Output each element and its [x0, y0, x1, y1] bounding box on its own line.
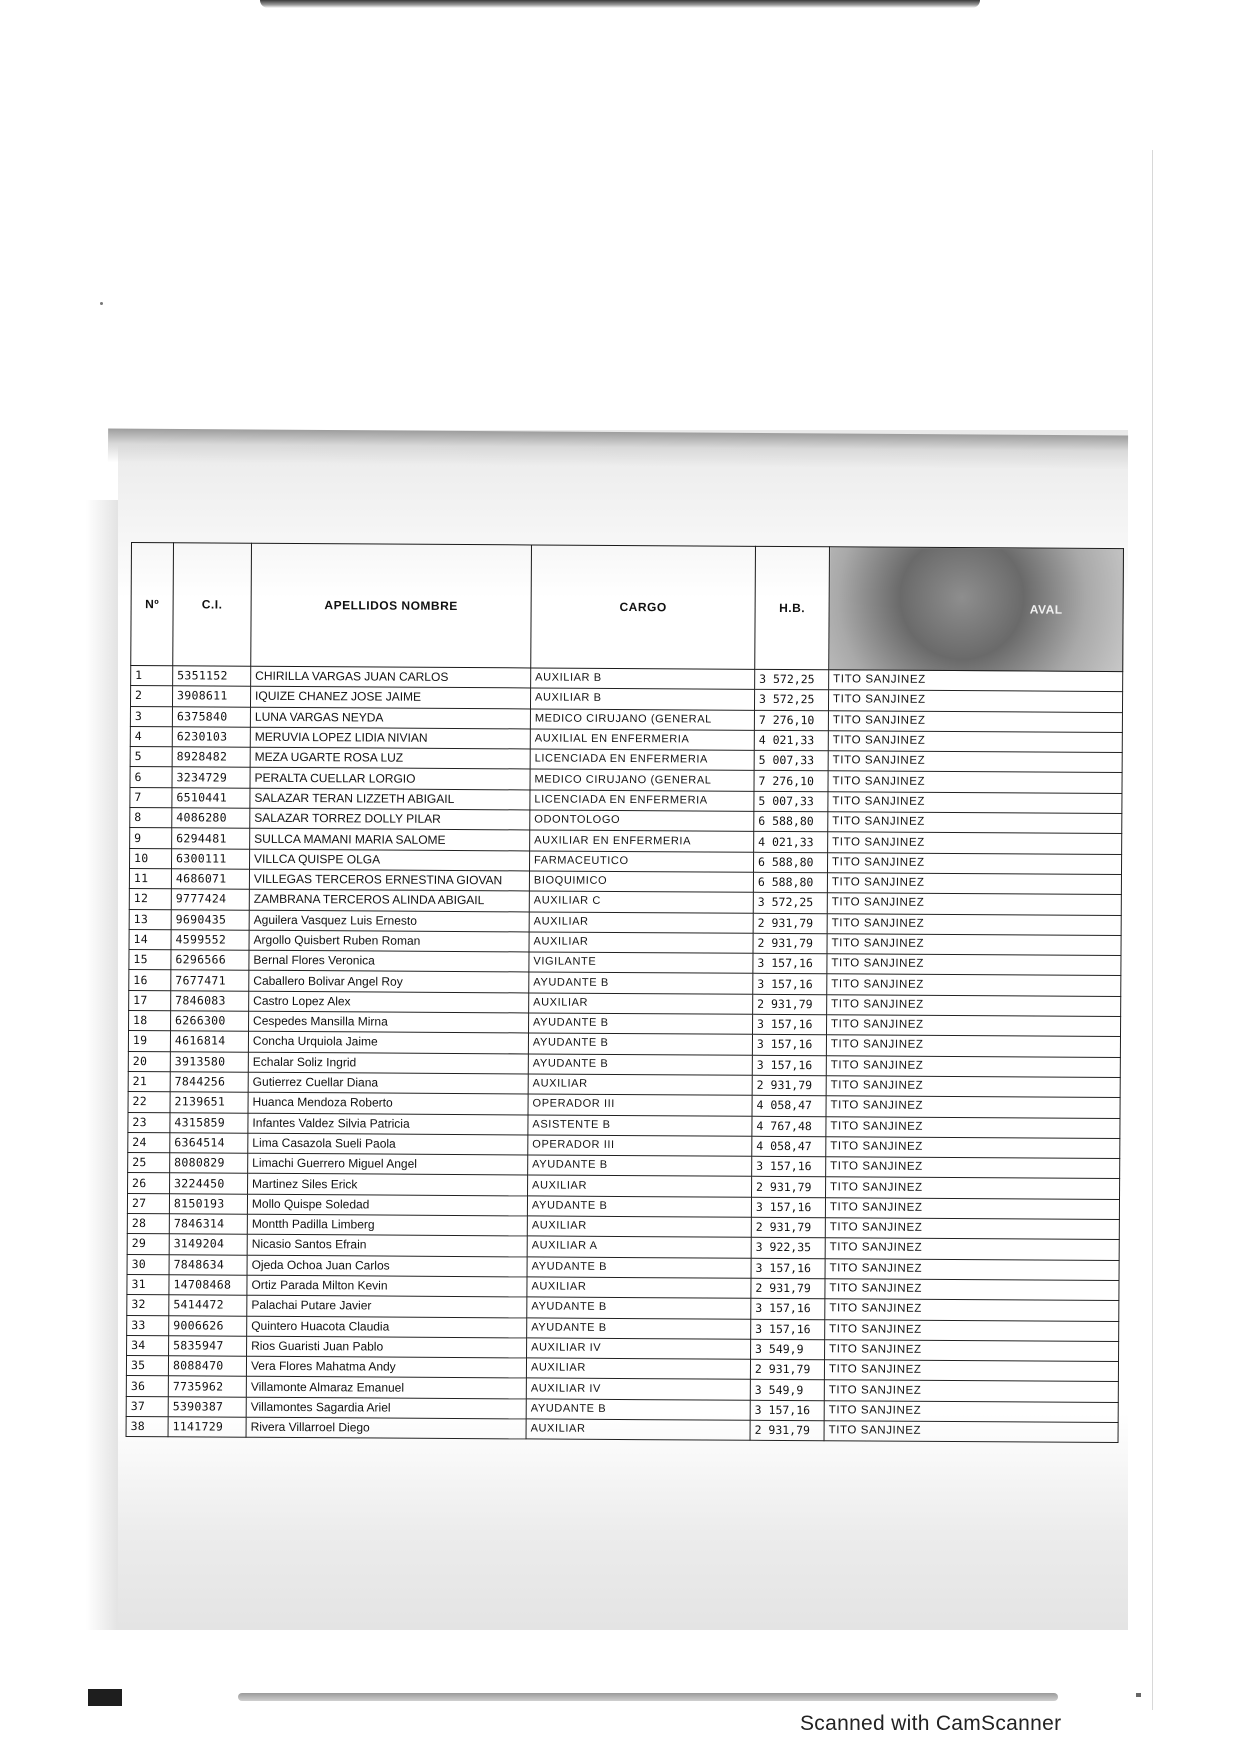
cell-cargo: AUXILIAR — [529, 932, 753, 954]
cell-number: 24 — [128, 1132, 170, 1153]
cell-name: Castro Lopez Alex — [249, 991, 529, 1013]
cell-number: 35 — [126, 1356, 168, 1377]
cell-cargo: LICENCIADA EN ENFERMERIA — [530, 749, 754, 771]
cell-cargo: ASISTENTE B — [528, 1114, 752, 1136]
cell-aval: TITO SANJINEZ — [829, 670, 1123, 692]
cell-name: Ojeda Ochoa Juan Carlos — [247, 1255, 527, 1277]
cell-name: Lima Casazola Sueli Paola — [248, 1133, 528, 1155]
cell-ci: 9777424 — [171, 889, 249, 910]
cell-aval: TITO SANJINEZ — [828, 832, 1122, 854]
header-cargo: CARGO — [531, 545, 756, 669]
cell-ci: 7846083 — [171, 991, 249, 1012]
cell-name: CHIRILLA VARGAS JUAN CARLOS — [251, 666, 531, 688]
cell-hb: 4 021,33 — [754, 730, 828, 751]
cell-cargo: AYUDANTE B — [528, 1033, 752, 1055]
cell-aval: TITO SANJINEZ — [825, 1279, 1119, 1301]
cell-aval: TITO SANJINEZ — [827, 913, 1121, 935]
cell-name: Caballero Bolivar Angel Roy — [249, 971, 529, 993]
cell-hb: 4 058,47 — [752, 1136, 826, 1157]
cell-hb: 3 157,16 — [753, 953, 827, 974]
cell-name: SULLCA MAMANI MARIA SALOME — [250, 829, 530, 851]
cell-number: 18 — [129, 1011, 171, 1032]
cell-ci: 5390387 — [168, 1396, 246, 1417]
cell-number: 28 — [127, 1214, 169, 1235]
cell-aval: TITO SANJINEZ — [828, 690, 1122, 712]
cell-cargo: AYUDANTE B — [528, 1054, 752, 1076]
scan-top-shadow — [260, 0, 980, 8]
cell-hb: 3 157,16 — [753, 974, 827, 995]
cell-cargo: MEDICO CIRUJANO (GENERAL — [530, 709, 754, 731]
cell-name: PERALTA CUELLAR LORGIO — [250, 768, 530, 790]
cell-cargo: ODONTOLOGO — [530, 810, 754, 832]
cell-number: 27 — [127, 1193, 169, 1214]
cell-ci: 7677471 — [171, 970, 249, 991]
cell-hb: 5 007,33 — [754, 750, 828, 771]
header-aval: AVAL — [829, 547, 1124, 672]
cell-cargo: MEDICO CIRUJANO (GENERAL — [530, 769, 754, 791]
cell-cargo: AYUDANTE B — [527, 1257, 751, 1279]
cell-cargo: AYUDANTE B — [529, 972, 753, 994]
cell-hb: 3 157,16 — [752, 1035, 826, 1056]
cell-cargo: AYUDANTE B — [528, 1155, 752, 1177]
cell-number: 26 — [128, 1173, 170, 1194]
cell-name: LUNA VARGAS NEYDA — [250, 707, 530, 729]
cell-number: 20 — [128, 1051, 170, 1072]
cell-hb: 4 767,48 — [752, 1116, 826, 1137]
cell-hb: 4 058,47 — [752, 1096, 826, 1117]
cell-hb: 2 931,79 — [752, 1075, 826, 1096]
cell-ci: 3234729 — [172, 767, 250, 788]
cell-hb: 6 588,80 — [753, 852, 827, 873]
cell-number: 2 — [130, 686, 172, 707]
cell-number: 8 — [130, 808, 172, 829]
cell-ci: 4599552 — [171, 930, 249, 951]
cell-number: 33 — [127, 1315, 169, 1336]
cell-ci: 3224450 — [170, 1173, 248, 1194]
cell-name: Aguilera Vasquez Luis Ernesto — [249, 910, 529, 932]
cell-hb: 2 931,79 — [751, 1217, 825, 1238]
cell-name: Villamonte Almaraz Emanuel — [246, 1377, 526, 1399]
cell-hb: 7 276,10 — [754, 771, 828, 792]
cell-name: Villamontes Sagardia Ariel — [246, 1397, 526, 1419]
cell-hb: 2 931,79 — [750, 1359, 824, 1380]
cell-cargo: BIOQUIMICO — [529, 871, 753, 893]
scan-page-edge — [1152, 150, 1153, 1710]
cell-aval: TITO SANJINEZ — [825, 1218, 1119, 1240]
cell-aval: TITO SANJINEZ — [828, 792, 1122, 814]
cell-name: Bernal Flores Veronica — [249, 950, 529, 972]
cell-ci: 7844256 — [170, 1072, 248, 1093]
cell-ci: 4616814 — [170, 1031, 248, 1052]
cell-cargo: AUXILIAR A — [527, 1236, 751, 1258]
cell-name: Huanca Mendoza Roberto — [248, 1092, 528, 1114]
cell-aval: TITO SANJINEZ — [827, 934, 1121, 956]
cell-ci: 6375840 — [172, 706, 250, 727]
cell-name: MEZA UGARTE ROSA LUZ — [250, 747, 530, 769]
cell-hb: 3 157,16 — [752, 1055, 826, 1076]
cell-aval: TITO SANJINEZ — [828, 812, 1122, 834]
cell-hb: 3 922,35 — [751, 1238, 825, 1259]
cell-ci: 8150193 — [169, 1193, 247, 1214]
cell-aval: TITO SANJINEZ — [825, 1340, 1119, 1362]
cell-hb: 2 931,79 — [753, 994, 827, 1015]
header-number: Nº — [131, 543, 174, 666]
cell-cargo: AUXILIAR C — [529, 891, 753, 913]
cell-name: Martinez Siles Erick — [248, 1174, 528, 1196]
cell-cargo: AUXILIAR — [526, 1419, 750, 1441]
cell-ci: 6364514 — [170, 1133, 248, 1154]
cell-name: Gutierrez Cuellar Diana — [248, 1072, 528, 1094]
cell-hb: 3 157,16 — [751, 1258, 825, 1279]
cell-number: 37 — [126, 1396, 168, 1417]
cell-name: Rios Guaristi Juan Pablo — [247, 1336, 527, 1358]
cell-aval: TITO SANJINEZ — [828, 710, 1122, 732]
camscanner-watermark: Scanned with CamScanner — [800, 1712, 1062, 1735]
cell-hb: 5 007,33 — [754, 791, 828, 812]
cell-aval: TITO SANJINEZ — [827, 1015, 1121, 1037]
cell-name: SALAZAR TORREZ DOLLY PILAR — [250, 808, 530, 830]
cell-hb: 2 931,79 — [753, 913, 827, 934]
cell-name: ZAMBRANA TERCEROS ALINDA ABIGAIL — [249, 889, 529, 911]
cell-ci: 14708468 — [169, 1275, 247, 1296]
cell-cargo: AUXILIAR IV — [526, 1378, 750, 1400]
cell-hb: 3 572,25 — [754, 690, 828, 711]
table-header-row — [131, 543, 1124, 672]
cell-hb: 3 157,16 — [752, 1156, 826, 1177]
cell-hb: 3 157,16 — [751, 1197, 825, 1218]
cell-ci: 4315859 — [170, 1112, 248, 1133]
cell-number: 3 — [130, 706, 172, 727]
cell-ci: 4686071 — [171, 869, 249, 890]
cell-cargo: AUXILIAR — [529, 993, 753, 1015]
cell-number: 32 — [127, 1295, 169, 1316]
cell-aval: TITO SANJINEZ — [824, 1360, 1118, 1382]
cell-ci: 7846314 — [169, 1214, 247, 1235]
cell-name: SALAZAR TERAN LIZZETH ABIGAIL — [250, 788, 530, 810]
cell-name: Quintero Huacota Claudia — [247, 1316, 527, 1338]
cell-number: 13 — [129, 909, 171, 930]
cell-ci: 5414472 — [169, 1295, 247, 1316]
cell-ci: 5835947 — [169, 1336, 247, 1357]
cell-cargo: AUXILIAR — [529, 912, 753, 934]
cell-cargo: OPERADOR III — [528, 1135, 752, 1157]
cell-hb: 3 549,9 — [750, 1380, 824, 1401]
cell-aval: TITO SANJINEZ — [827, 873, 1121, 895]
cell-hb: 4 021,33 — [754, 832, 828, 853]
cell-aval: TITO SANJINEZ — [827, 974, 1121, 996]
cell-hb: 3 157,16 — [751, 1299, 825, 1320]
cell-number: 36 — [126, 1376, 168, 1397]
cell-name: Argollo Quisbert Ruben Roman — [249, 930, 529, 952]
cell-aval: TITO SANJINEZ — [827, 954, 1121, 976]
cell-name: Mollo Quispe Soledad — [247, 1194, 527, 1216]
cell-aval: TITO SANJINEZ — [828, 731, 1122, 753]
cell-name: IQUIZE CHANEZ JOSE JAIME — [250, 687, 530, 709]
cell-number: 30 — [127, 1254, 169, 1275]
cell-number: 31 — [127, 1274, 169, 1295]
scan-speck — [100, 302, 103, 305]
cell-aval: TITO SANJINEZ — [826, 1177, 1120, 1199]
cell-number: 25 — [128, 1153, 170, 1174]
cell-hb: 3 157,16 — [751, 1319, 825, 1340]
scan-bottom-shadow — [238, 1693, 1058, 1701]
cell-ci: 9006626 — [169, 1315, 247, 1336]
cell-cargo: AYUDANTE B — [527, 1317, 751, 1339]
cell-cargo: AUXILIAR — [527, 1277, 751, 1299]
cell-cargo: AYUDANTE B — [527, 1196, 751, 1218]
cell-ci: 1141729 — [168, 1417, 246, 1438]
cell-aval: TITO SANJINEZ — [826, 1055, 1120, 1077]
cell-number: 11 — [129, 868, 171, 889]
cell-number: 34 — [127, 1335, 169, 1356]
cell-hb: 3 157,16 — [750, 1400, 824, 1421]
cell-ci: 3908611 — [172, 686, 250, 707]
cell-hb: 7 276,10 — [754, 710, 828, 731]
cell-aval: TITO SANJINEZ — [825, 1258, 1119, 1280]
cell-cargo: AUXILIAR — [528, 1074, 752, 1096]
cell-number: 17 — [129, 990, 171, 1011]
cell-cargo: AYUDANTE B — [526, 1399, 750, 1421]
cell-hb: 6 588,80 — [753, 872, 827, 893]
cell-cargo: AUXILIAR — [528, 1175, 752, 1197]
cell-name: VILLEGAS TERCEROS ERNESTINA GIOVAN — [249, 869, 529, 891]
cell-hb: 2 931,79 — [753, 933, 827, 954]
cell-number: 10 — [130, 848, 172, 869]
cell-ci: 8088470 — [168, 1356, 246, 1377]
cell-aval: TITO SANJINEZ — [826, 1116, 1120, 1138]
cell-hb: 3 572,25 — [755, 669, 829, 690]
cell-hb: 3 157,16 — [753, 1014, 827, 1035]
cell-ci: 7735962 — [168, 1376, 246, 1397]
cell-cargo: AUXILIAR — [527, 1216, 751, 1238]
cell-number: 21 — [128, 1071, 170, 1092]
cell-number: 15 — [129, 950, 171, 971]
cell-cargo: AUXILIAR EN ENFERMERIA — [530, 830, 754, 852]
cell-name: Palachai Putare Javier — [247, 1295, 527, 1317]
cell-ci: 6296566 — [171, 950, 249, 971]
cell-name: Echalar Soliz Ingrid — [248, 1052, 528, 1074]
staff-table-container — [125, 542, 1123, 1498]
cell-cargo: VIGILANTE — [529, 952, 753, 974]
cell-aval: TITO SANJINEZ — [825, 1319, 1119, 1341]
cell-name: Cespedes Mansilla Mirna — [249, 1011, 529, 1033]
cell-aval: TITO SANJINEZ — [825, 1238, 1119, 1260]
cell-ci: 8080829 — [170, 1153, 248, 1174]
scan-speck-bottom — [1136, 1693, 1141, 1697]
cell-number: 5 — [130, 747, 172, 768]
cell-aval: TITO SANJINEZ — [826, 1076, 1120, 1098]
cell-name: Infantes Valdez Silvia Patricia — [248, 1113, 528, 1135]
cell-cargo: AYUDANTE B — [527, 1297, 751, 1319]
cell-cargo: AUXILIAR B — [531, 668, 755, 690]
header-name: APELLIDOS NOMBRE — [251, 543, 532, 668]
cell-name: Concha Urquiola Jaime — [248, 1032, 528, 1054]
cell-number: 16 — [129, 970, 171, 991]
cell-cargo: AYUDANTE B — [529, 1013, 753, 1035]
cell-aval: TITO SANJINEZ — [826, 1096, 1120, 1118]
cell-ci: 5351152 — [173, 666, 251, 687]
cell-number: 4 — [130, 726, 172, 747]
cell-number: 22 — [128, 1092, 170, 1113]
cell-aval: TITO SANJINEZ — [825, 1197, 1119, 1219]
cell-number: 19 — [128, 1031, 170, 1052]
cell-number: 23 — [128, 1112, 170, 1133]
cell-ci: 2139651 — [170, 1092, 248, 1113]
cell-cargo: AUXILIAR B — [530, 688, 754, 710]
cell-hb: 2 931,79 — [752, 1177, 826, 1198]
cell-aval: TITO SANJINEZ — [824, 1421, 1118, 1443]
cell-number: 29 — [127, 1234, 169, 1255]
cell-aval: TITO SANJINEZ — [826, 1035, 1120, 1057]
staff-table — [126, 542, 1124, 1443]
cell-name: Vera Flores Mahatma Andy — [246, 1356, 526, 1378]
cell-cargo: AUXILIAL EN ENFERMERIA — [530, 729, 754, 751]
cell-cargo: FARMACEUTICO — [529, 851, 753, 873]
cell-number: 38 — [126, 1416, 168, 1437]
cell-aval: TITO SANJINEZ — [824, 1400, 1118, 1422]
cell-hb: 2 931,79 — [751, 1278, 825, 1299]
cell-ci: 6230103 — [172, 727, 250, 748]
cell-cargo: AUXILIAR IV — [527, 1338, 751, 1360]
cell-number: 1 — [131, 666, 173, 687]
cell-aval: TITO SANJINEZ — [826, 1157, 1120, 1179]
cell-number: 7 — [130, 787, 172, 808]
cell-ci: 6294481 — [172, 828, 250, 849]
cell-cargo: AUXILIAR — [526, 1358, 750, 1380]
sheet-top-shadow — [108, 428, 1128, 469]
cell-aval: TITO SANJINEZ — [827, 893, 1121, 915]
scan-corner-mark — [88, 1689, 122, 1706]
cell-ci: 6300111 — [172, 848, 250, 869]
cell-hb: 3 572,25 — [753, 893, 827, 914]
cell-name: Limachi Guerrero Miguel Angel — [248, 1153, 528, 1175]
cell-aval: TITO SANJINEZ — [828, 751, 1122, 773]
cell-aval: TITO SANJINEZ — [828, 771, 1122, 793]
cell-aval: TITO SANJINEZ — [827, 995, 1121, 1017]
cell-name: Montth Padilla Limberg — [247, 1214, 527, 1236]
cell-ci: 4086280 — [172, 808, 250, 829]
cell-hb: 6 588,80 — [754, 811, 828, 832]
cell-name: VILLCA QUISPE OLGA — [250, 849, 530, 871]
cell-ci: 3913580 — [170, 1051, 248, 1072]
cell-name: MERUVIA LOPEZ LIDIA NIVIAN — [250, 727, 530, 749]
cell-name: Ortiz Parada Milton Kevin — [247, 1275, 527, 1297]
cell-number: 14 — [129, 929, 171, 950]
cell-name: Rivera Villarroel Diego — [246, 1417, 526, 1439]
table-body — [126, 666, 1123, 1443]
cell-aval: TITO SANJINEZ — [827, 852, 1121, 874]
cell-ci: 9690435 — [171, 909, 249, 930]
cell-hb: 3 549,9 — [751, 1339, 825, 1360]
cell-ci: 7848634 — [169, 1254, 247, 1275]
cell-name: Nicasio Santos Efrain — [247, 1235, 527, 1257]
cell-number: 12 — [129, 889, 171, 910]
cell-ci: 3149204 — [169, 1234, 247, 1255]
cell-hb: 2 931,79 — [750, 1420, 824, 1441]
cell-ci: 6510441 — [172, 788, 250, 809]
header-ci: C.I. — [173, 543, 252, 666]
cell-ci: 8928482 — [172, 747, 250, 768]
cell-cargo: OPERADOR III — [528, 1094, 752, 1116]
cell-ci: 6266300 — [171, 1011, 249, 1032]
cell-number: 6 — [130, 767, 172, 788]
header-hb: H.B. — [755, 546, 830, 669]
cell-aval: TITO SANJINEZ — [825, 1299, 1119, 1321]
cell-aval: TITO SANJINEZ — [826, 1137, 1120, 1159]
cell-number: 9 — [130, 828, 172, 849]
cell-cargo: LICENCIADA EN ENFERMERIA — [530, 790, 754, 812]
cell-aval: TITO SANJINEZ — [824, 1380, 1118, 1402]
